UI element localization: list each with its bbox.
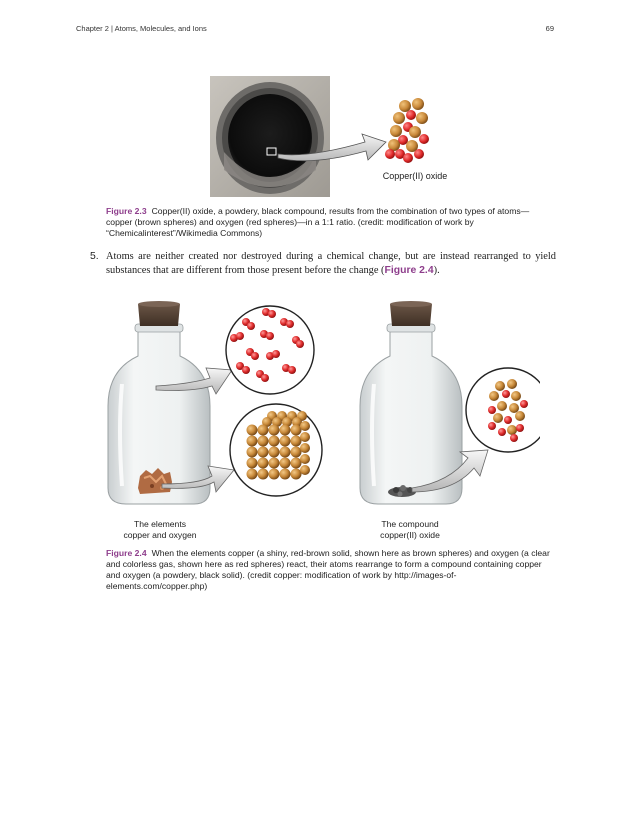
page-number: 69 [545, 24, 554, 33]
left-cork [138, 304, 180, 326]
list-item-5 [90, 250, 556, 278]
list-item-text [106, 250, 556, 278]
figure-2-3-label: Figure 2.3 [106, 206, 147, 216]
item5-body: Atoms are neither created nor destroyed during a chemical change, but are instead rearranged to yield substances that are different from those present before the change ( [106, 251, 556, 276]
chapter-title: Chapter 2 | Atoms, Molecules, and Ions [76, 24, 207, 33]
item5-after: ). [433, 265, 440, 276]
right-label-line2: copper(II) oxide [380, 530, 440, 540]
right-label-line1: The compound [381, 519, 439, 529]
page-header [76, 24, 554, 36]
figure-2-3-caption [106, 206, 546, 239]
left-bottle [108, 301, 210, 504]
figure-2-4-link[interactable]: Figure 2.4 [384, 265, 434, 276]
left-label-line2: copper and oxygen [123, 530, 197, 540]
figure-2-4 [100, 298, 540, 510]
figure-2-3 [200, 74, 460, 199]
figure-2-4-caption-text: When the elements copper (a shiny, red-brown solid, shown here as brown spheres) and oxygen (a clear and colorless gas, shown here as red spheres) react, their atoms rearrange to form a compound containing copper and oxygen (a powdery, black solid). (credit copper: modification of work by http://images-of-elements.com/copper.php) [106, 548, 550, 591]
right-cork [390, 304, 432, 326]
copper-oxide-label: Copper(II) oxide [382, 171, 448, 181]
list-item-number: 5. [90, 251, 99, 262]
oxygen-molecules-view [226, 306, 314, 394]
figure-2-3-caption-text: Copper(II) oxide, a powdery, black compound, results from the combination of two types of atoms—copper (brown spheres) and oxygen (red spheres)—in a 1:1 ratio. (credit: modification of work by “Chemicalinterest”/Wikimedia Commons) [106, 206, 530, 238]
copper-oxide-model [385, 98, 429, 163]
right-bottle [360, 301, 462, 504]
copper-oxide-molecules-view [466, 368, 540, 452]
figure-2-4-caption [106, 548, 552, 592]
left-bottle-label [100, 519, 220, 541]
right-bottle-label [350, 519, 470, 541]
copper-lattice-view [230, 404, 322, 496]
figure-2-4-label: Figure 2.4 [106, 548, 147, 558]
left-label-line1: The elements [133, 519, 187, 529]
copper-oxide-photo [210, 76, 330, 197]
